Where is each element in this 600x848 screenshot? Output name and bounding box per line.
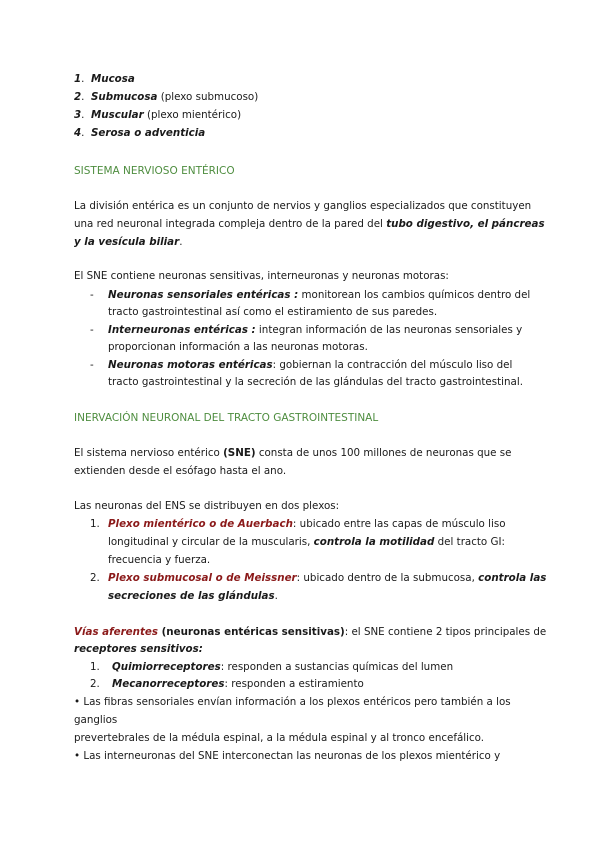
text-span: del tracto GI: [434, 536, 505, 548]
list-item [112, 660, 453, 674]
text-span: . [274, 590, 278, 602]
layer-title: Muscular [91, 109, 144, 121]
list-item-continuation: proporcionan información a las neuronas motoras. [108, 341, 368, 353]
emphasis-text: tubo digestivo, el páncreas [386, 218, 545, 230]
layer-period: . [81, 91, 85, 103]
list-item-continuation [108, 589, 278, 603]
text-span: una red neuronal integrada compleja dentro de la pared del [74, 218, 387, 230]
emphasis-text: Plexo submucosal o de Meissner [108, 572, 297, 584]
layer-item-1 [74, 72, 135, 86]
layer-period: . [81, 127, 85, 139]
text-span: . [179, 236, 183, 248]
emphasis-text: Plexo mientérico o de Auerbach [108, 518, 293, 530]
list-number: 2. [90, 678, 100, 690]
emphasis-text: controla las [478, 572, 547, 584]
text-span: : gobiernan la contracción del músculo liso del [272, 359, 513, 371]
layer-detail: (plexo submucoso) [157, 91, 259, 103]
layer-title: Mucosa [91, 73, 135, 85]
dash-bullet: - [90, 324, 94, 336]
text-span: integran información de las neuronas sensoriales y [255, 324, 523, 336]
emphasis-text: Interneuronas entéricas : [108, 324, 256, 336]
layer-title: Submucosa [91, 91, 158, 103]
layer-period: . [81, 73, 85, 85]
paragraph-line [74, 235, 182, 249]
text-span: longitudinal y circular de la muscularis, [108, 536, 314, 548]
layer-number: 3 [74, 109, 82, 121]
list-item [108, 571, 546, 585]
list-item [108, 288, 530, 302]
layer-item-2 [74, 90, 258, 104]
bullet-line: • Las fibras sensoriales envían información a los plexos entéricos pero también a los [74, 696, 511, 708]
list-number: 1. [90, 518, 100, 530]
paragraph-line: La división entérica es un conjunto de nervios y ganglios especializados que constituyen [74, 200, 532, 212]
text-span: consta de unos 100 millones de neuronas que se [255, 447, 512, 459]
layer-title: Serosa o adventicia [91, 127, 206, 139]
layer-number: 1 [74, 73, 82, 85]
paragraph-line [74, 217, 545, 231]
layer-item-4 [74, 126, 205, 140]
layer-detail: (plexo mientérico) [143, 109, 242, 121]
bullet-line: prevertebrales de la médula espinal, a la médula espinal y al tronco encefálico. [74, 732, 485, 744]
text-span: El sistema nervioso entérico [74, 447, 224, 459]
list-item [112, 677, 364, 691]
list-item-continuation: frecuencia y fuerza. [108, 554, 211, 566]
section-heading-inervacion: INERVACIÓN NEURONAL DEL TRACTO GASTROINTESTINAL [74, 412, 379, 424]
list-item-continuation [108, 535, 505, 549]
emphasis-text: controla la motilidad [313, 536, 435, 548]
dash-bullet: - [90, 289, 94, 301]
text-span: : el SNE contiene 2 tipos principales de [344, 626, 547, 638]
emphasis-text: (neuronas entéricas sensitivas) [158, 626, 345, 638]
layer-number: 4 [74, 127, 82, 139]
paragraph-line: extienden desde el esófago hasta el ano. [74, 465, 287, 477]
paragraph-line: El SNE contiene neuronas sensitivas, interneuronas y neuronas motoras: [74, 270, 449, 282]
layer-period: . [81, 109, 85, 121]
text-span: : responden a sustancias químicas del lumen [220, 661, 454, 673]
list-number: 1. [90, 661, 100, 673]
emphasis-text: receptores sensitivos: [74, 643, 203, 655]
emphasis-text: Neuronas motoras entéricas [108, 359, 273, 371]
layer-number: 2 [74, 91, 82, 103]
list-item [108, 358, 512, 372]
layer-item-3 [74, 108, 241, 122]
list-number: 2. [90, 572, 100, 584]
section-heading-sne: SISTEMA NERVIOSO ENTÉRICO [74, 165, 235, 177]
list-item [108, 323, 522, 337]
emphasis-text: (SNE) [223, 447, 256, 459]
emphasis-text: secreciones de las glándulas [108, 590, 275, 602]
emphasis-text: Mecanorreceptores [112, 678, 225, 690]
paragraph-line [74, 642, 203, 656]
emphasis-text: y la vesícula biliar [74, 236, 180, 248]
emphasis-text: Neuronas sensoriales entéricas : [108, 289, 299, 301]
paragraph-line [74, 446, 511, 460]
bullet-line: • Las interneuronas del SNE interconectan las neuronas de los plexos mientérico y [74, 750, 501, 762]
text-span: : ubicado entre las capas de músculo liso [292, 518, 506, 530]
text-span: : responden a estiramiento [224, 678, 364, 690]
emphasis-text: Vías aferentes [74, 626, 158, 638]
bullet-line: ganglios [74, 714, 118, 726]
paragraph-line [74, 625, 546, 639]
list-item [108, 517, 506, 531]
dash-bullet: - [90, 359, 94, 371]
text-span: : ubicado dentro de la submucosa, [296, 572, 479, 584]
list-item-continuation: tracto gastrointestinal así como el estiramiento de sus paredes. [108, 306, 438, 318]
list-item-continuation: tracto gastrointestinal y la secreción de las glándulas del tracto gastrointestinal. [108, 376, 523, 388]
text-span: monitorean los cambios químicos dentro del [298, 289, 531, 301]
emphasis-text: Quimiorreceptores [112, 661, 221, 673]
paragraph-line: Las neuronas del ENS se distribuyen en dos plexos: [74, 500, 340, 512]
